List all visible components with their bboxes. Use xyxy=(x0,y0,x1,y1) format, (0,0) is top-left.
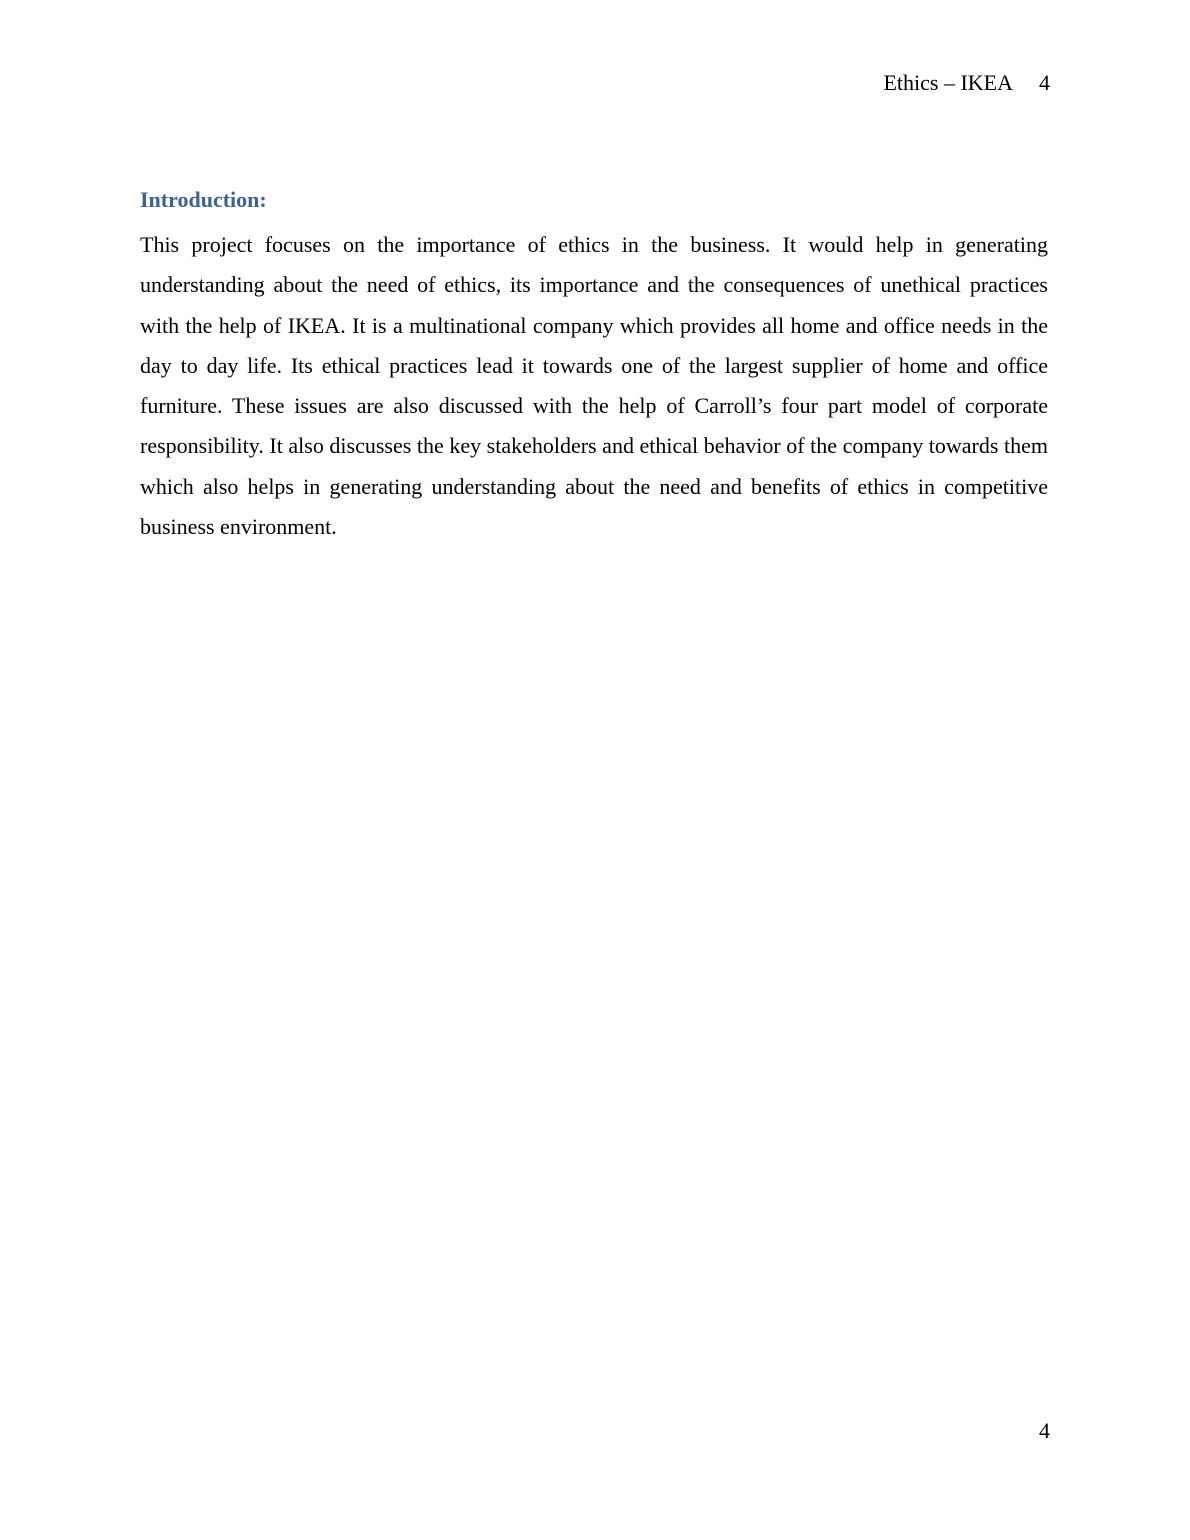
section-heading: Introduction: xyxy=(140,187,267,212)
footer-page-number: 4 xyxy=(1039,1418,1050,1443)
running-header xyxy=(883,68,1050,98)
header-page-number: 4 xyxy=(1039,70,1050,95)
document-body xyxy=(140,185,1048,547)
introduction-paragraph: This project focuses on the importance of ethics in the business. It would help in generating understanding about the need of ethics, its importance and the consequences of unethical practices with the help of IKEA. It is a multinational company which provides all home and office needs in the day to day life. Its ethical practices lead it towards one of the largest supplier of home and office furniture. These issues are also discussed with the help of Carroll’s four part model of corporate responsibility. It also discusses the key stakeholders and ethical behavior of the company towards them which also helps in generating understanding about the need and benefits of ethics in competitive business environment. xyxy=(140,232,1048,540)
header-title: Ethics – IKEA xyxy=(883,70,1013,95)
